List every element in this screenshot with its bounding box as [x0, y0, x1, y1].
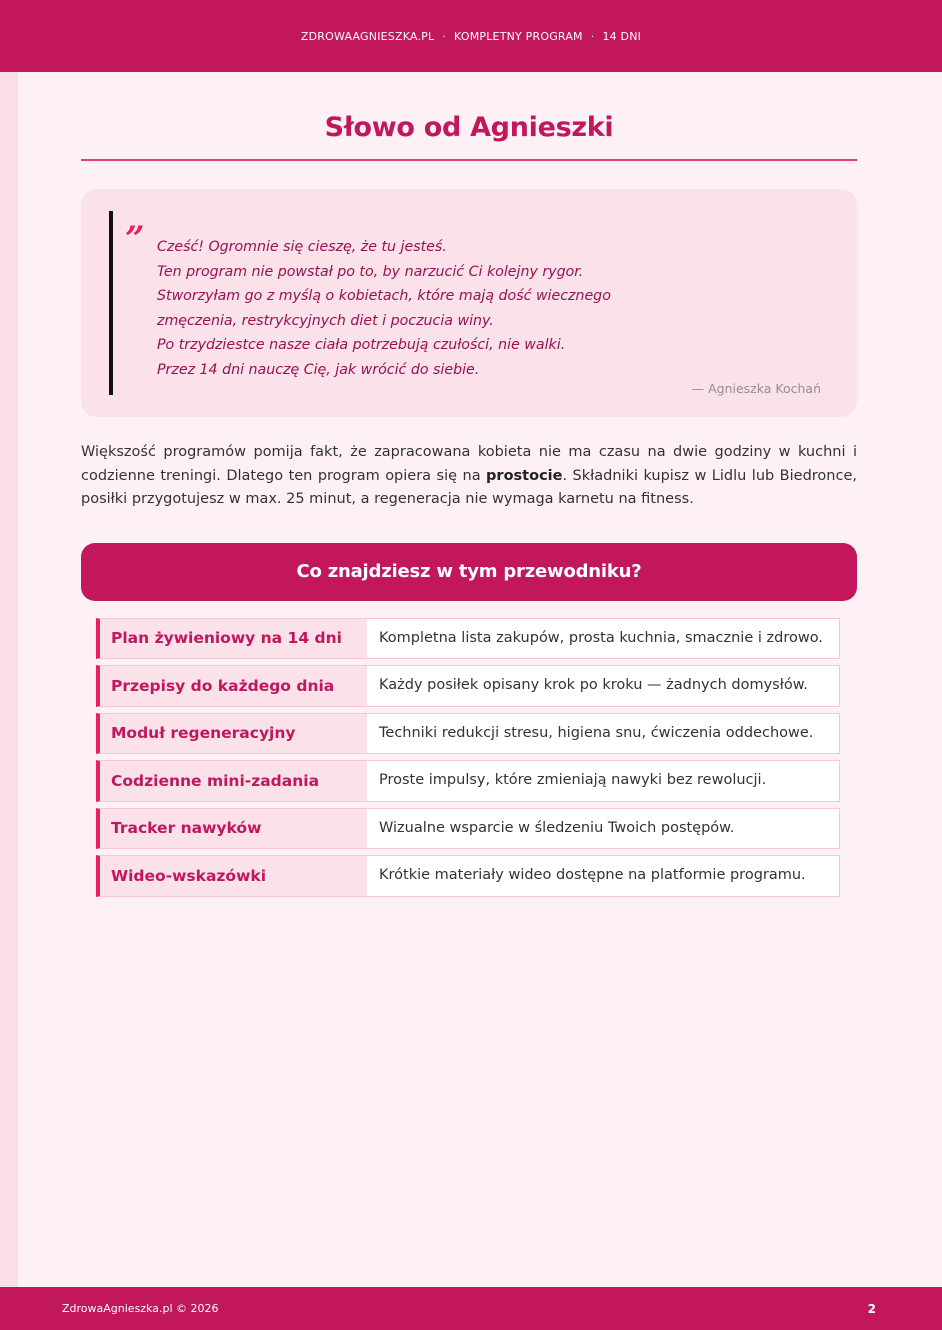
header-separator: ·: [442, 29, 447, 43]
header-site: ZDROWAAGNIESZKA.PL: [300, 29, 435, 43]
feature-desc: Wizualne wsparcie w śledzeniu Twoich postępów.: [379, 819, 735, 836]
feature-name: Wideo-wskazówki: [100, 856, 367, 896]
quote-text: [157, 235, 611, 383]
header-separator: ·: [590, 29, 595, 43]
feature-name: Przepisy do każdego dnia: [100, 666, 367, 706]
footer-bar: [0, 1287, 942, 1330]
page-number: 2: [867, 1301, 876, 1316]
intro-text: . Składniki kupisz w Lidlu lub Biedronce, posiłki przygotujesz w max. 25 minut, a regeneracja nie wymaga karnetu na fitness.: [81, 467, 857, 507]
quote-author: — Agnieszka Kochań: [691, 381, 821, 396]
quote-mark-icon: ”: [125, 219, 145, 259]
feature-desc: Techniki redukcji stresu, higiena snu, ćwiczenia oddechowe.: [379, 724, 814, 741]
feature-row: [96, 618, 840, 660]
feature-row: [96, 760, 840, 802]
quote-box: [81, 189, 857, 417]
quote-line: Stworzyłam go z myślą o kobietach, które mają dość wiecznego: [157, 288, 611, 305]
intro-bold: prostocie: [486, 467, 563, 484]
feature-row: [96, 713, 840, 755]
features-table: [96, 618, 840, 897]
feature-row: [96, 665, 840, 707]
footer-copyright: ZdrowaAgnieszka.pl © 2026: [62, 1302, 219, 1315]
quote-line: zmęczenia, restrykcyjnych diet i poczucia winy.: [157, 312, 494, 329]
section-title: Co znajdziesz w tym przewodniku?: [296, 561, 642, 582]
feature-desc: Krótkie materiały wideo dostępne na platformie programu.: [379, 867, 806, 883]
quote-line: Ten program nie powstał po to, by narzucić Ci kolejny rygor.: [157, 263, 584, 280]
quote-line: Cześć! Ogromnie się cieszę, że tu jesteś.: [157, 239, 447, 255]
intro-text: Większość programów pomija fakt, że zapracowana kobieta nie ma czasu na dwie godziny w kuchni i codzienne treningi. Dlatego ten program opiera się na: [81, 444, 857, 484]
section-banner: [81, 543, 857, 601]
feature-desc: Każdy posiłek opisany krok po kroku — żadnych domysłów.: [379, 677, 808, 693]
intro-paragraph: [81, 441, 857, 512]
header-duration: 14 DNI: [602, 29, 642, 43]
feature-desc: Kompletna lista zakupów, prosta kuchnia, smacznie i zdrowo.: [379, 629, 823, 646]
feature-name: Tracker nawyków: [100, 809, 367, 849]
feature-desc: Proste impulsy, które zmieniają nawyki bez rewolucji.: [379, 772, 767, 788]
feature-row: [96, 855, 840, 897]
title-divider: [81, 159, 857, 161]
feature-row: [96, 808, 840, 850]
header-program: KOMPLETNY PROGRAM: [454, 29, 583, 43]
quote-line: Przez 14 dni nauczę Cię, jak wrócić do siebie.: [157, 361, 480, 378]
feature-name: Moduł regeneracyjny: [100, 714, 367, 754]
quote-line: Po trzydziestce nasze ciała potrzebują czułości, nie walki.: [157, 337, 566, 354]
page-content: [81, 72, 857, 903]
side-strip: [0, 0, 18, 1330]
feature-name: Codzienne mini-zadania: [100, 761, 367, 801]
feature-name: Plan żywieniowy na 14 dni: [100, 619, 367, 659]
header-bar: [0, 0, 942, 72]
page-title: Słowo od Agnieszki: [324, 112, 614, 143]
quote-bar: [109, 211, 113, 395]
